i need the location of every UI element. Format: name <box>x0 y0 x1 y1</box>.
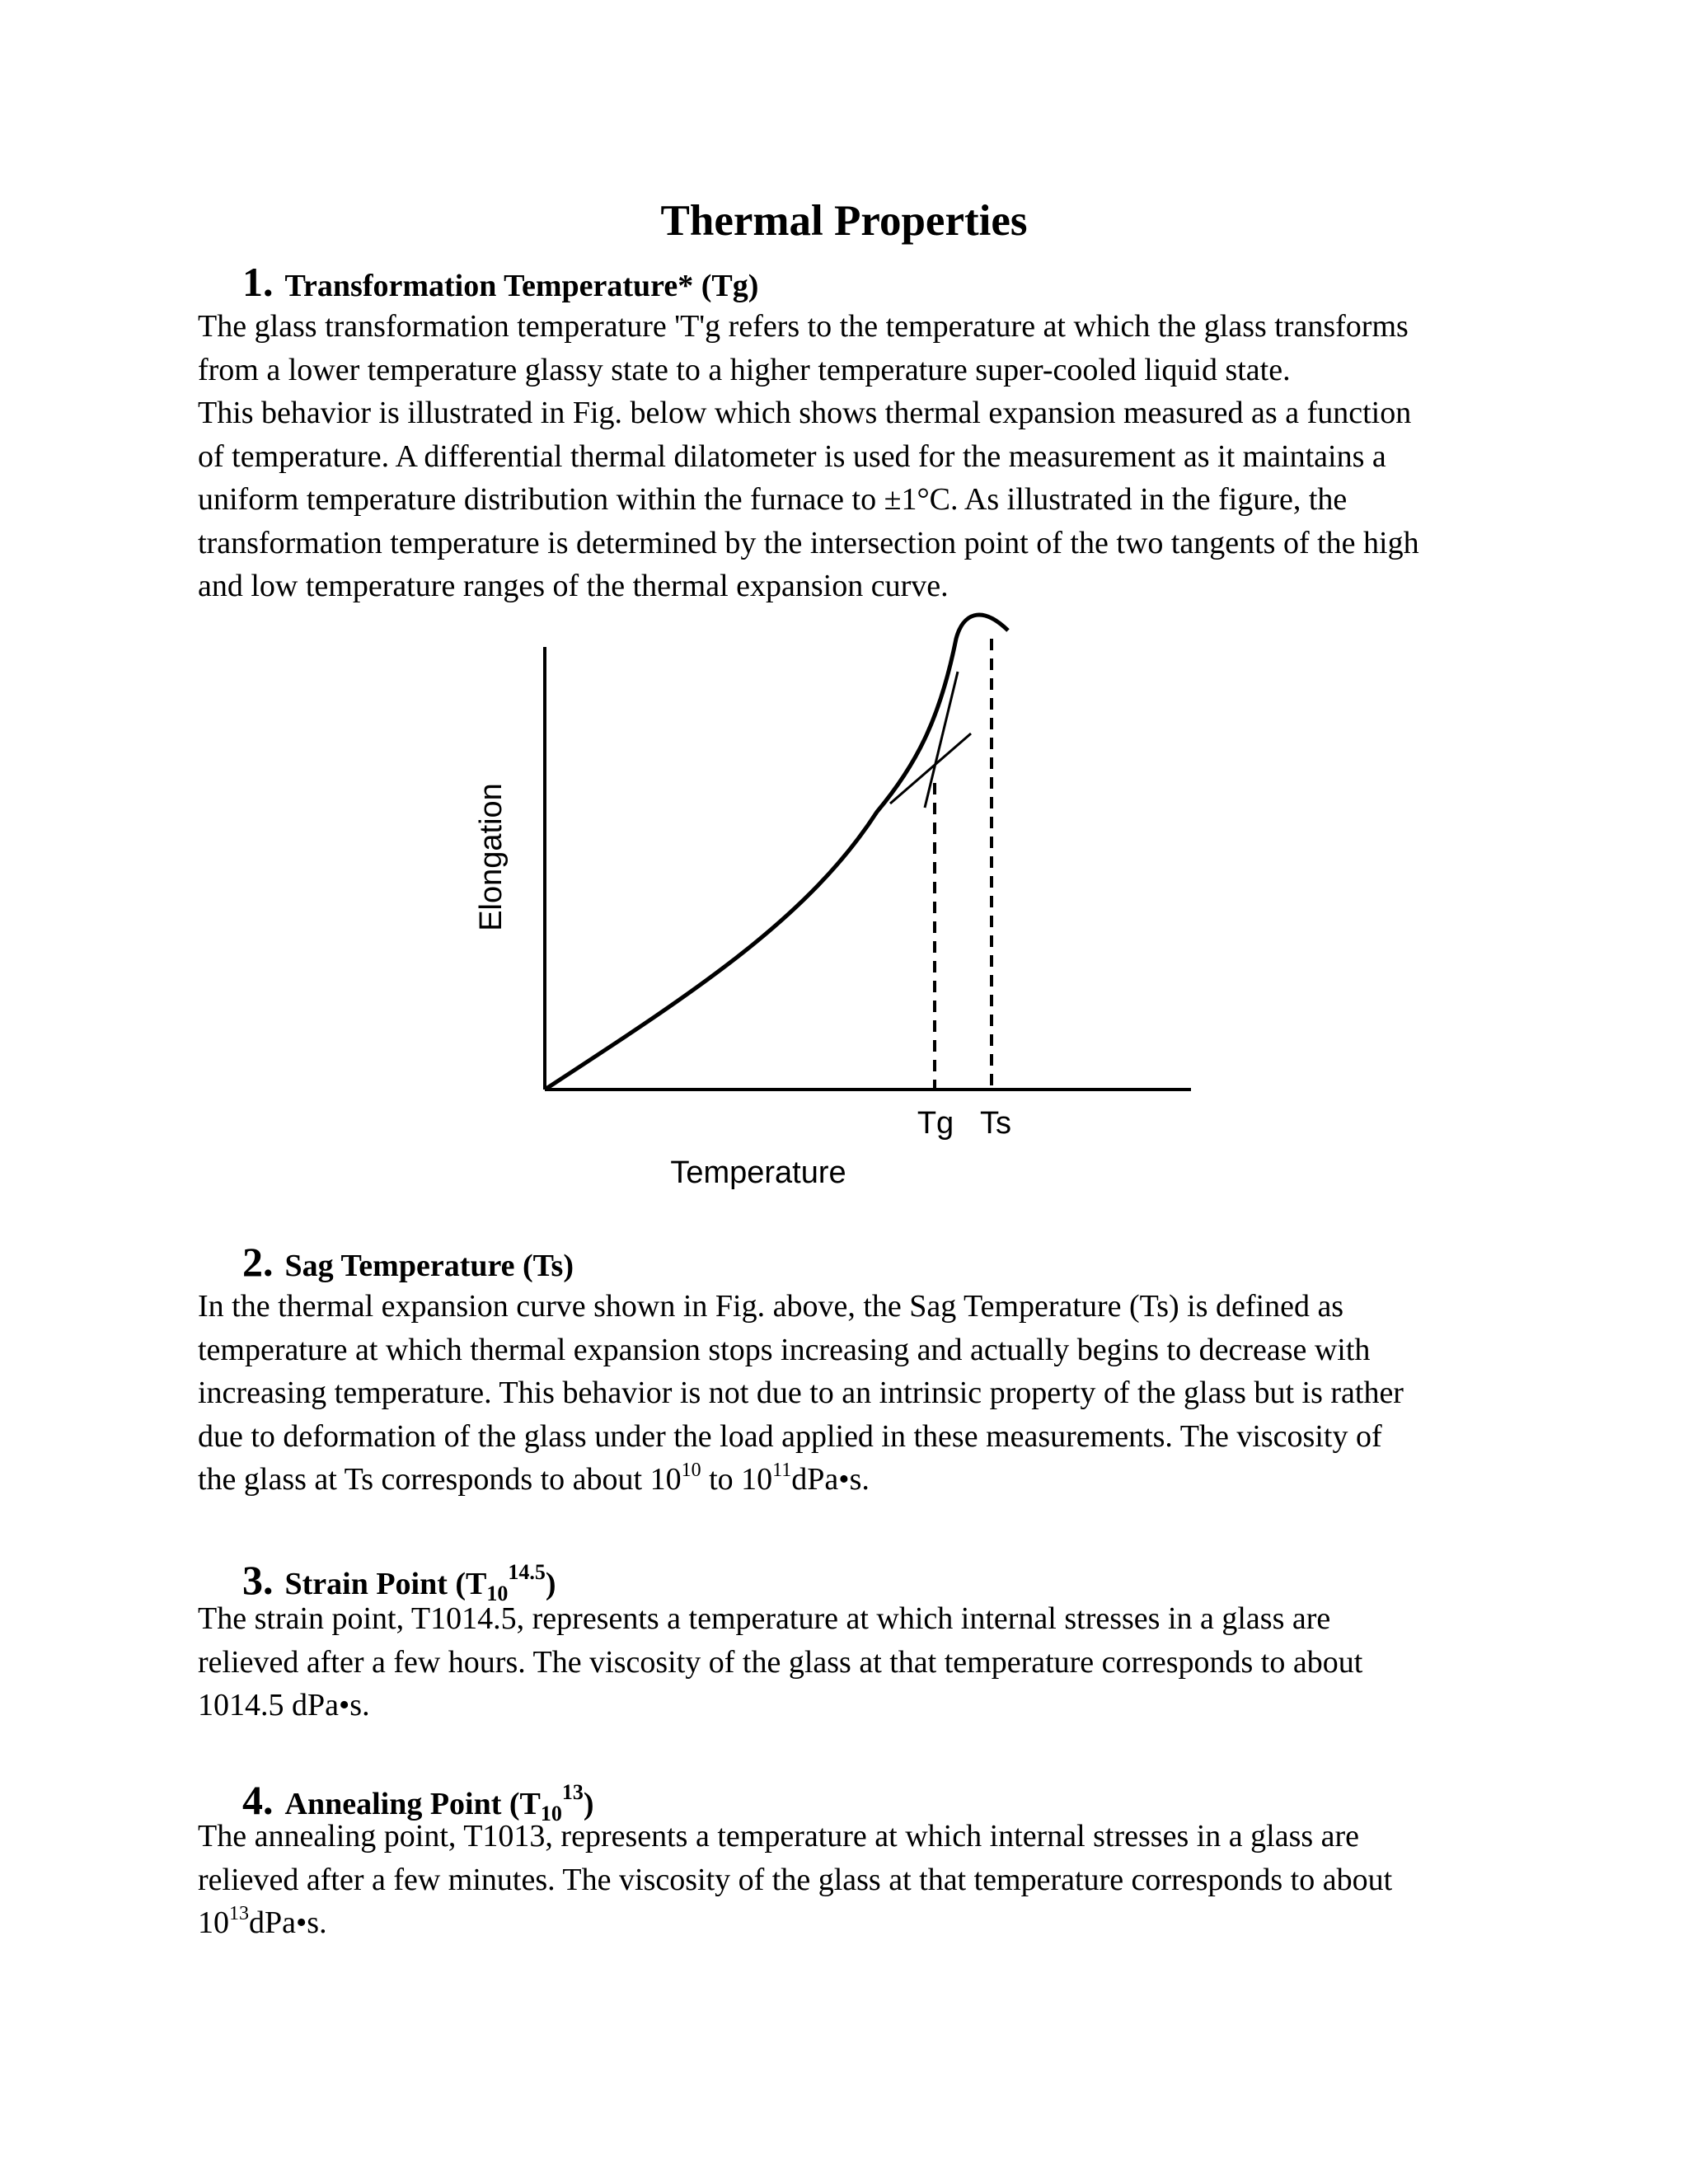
section-4-paragraph <box>198 1815 1533 1945</box>
paragraph-line <box>198 1901 1533 1945</box>
paragraph-line: increasing temperature. This behavior is not due to an intrinsic property of the glass but is rather <box>198 1376 1404 1410</box>
paragraph-line: and low temperature ranges of the thermal expansion curve. <box>198 569 949 603</box>
section-3-paragraph <box>198 1597 1533 1727</box>
expansion-curve <box>545 615 1008 1090</box>
paragraph-line: from a lower temperature glassy state to a higher temperature super-cooled liquid state. <box>198 352 1291 387</box>
section-1-paragraph <box>198 305 1533 608</box>
paragraph-line: 1014.5 dPa•s. <box>198 1688 370 1722</box>
section-1-heading-text: Transformation Temperature* (Tg) <box>284 269 759 303</box>
y-axis-label: Elongation <box>474 783 509 931</box>
paragraph-line: This behavior is illustrated in Fig. below which shows thermal expansion measured as a function <box>198 396 1412 430</box>
paragraph-line: The glass transformation temperature 'T'g refers to the temperature at which the glass transforms <box>198 309 1409 344</box>
superscript: 14.5 <box>508 1560 546 1584</box>
section-1-heading <box>242 261 758 307</box>
superscript: 11 <box>772 1460 792 1481</box>
section-4-heading-text: Annealing Point (T <box>284 1787 541 1821</box>
paragraph-line: relieved after a few hours. The viscosity of the glass at that temperature corresponds to about <box>198 1644 1363 1680</box>
section-2-heading-text: Sag Temperature (Ts) <box>284 1249 574 1283</box>
text-run: dPa•s. <box>249 1905 327 1940</box>
superscript: 13 <box>561 1780 584 1804</box>
ts-label: Ts <box>980 1106 1011 1141</box>
paragraph-line <box>198 1458 1533 1502</box>
text-run: to 10 <box>701 1462 773 1497</box>
superscript: 10 <box>681 1460 701 1481</box>
paragraph-line: of temperature. A differential thermal dilatometer is used for the measurement as it maintains a <box>198 438 1386 474</box>
paragraph-line: transformation temperature is determined by the intersection point of the two tangents of the high <box>198 525 1419 560</box>
x-axis-label: Temperature <box>670 1155 846 1190</box>
paragraph-line: temperature at which thermal expansion stops increasing and actually begins to decrease with <box>198 1332 1371 1367</box>
section-1-number: 1. <box>242 259 274 305</box>
text-run: the glass at Ts corresponds to about 10 <box>198 1462 682 1497</box>
section-2-heading <box>242 1241 574 1286</box>
text-run: dPa•s. <box>791 1462 870 1497</box>
section-3-heading-text: Strain Point (T <box>284 1567 487 1601</box>
text-run: ) <box>583 1787 594 1821</box>
tg-label: Tg <box>917 1106 954 1141</box>
superscript: 13 <box>229 1903 249 1924</box>
paragraph-line: The strain point, T1014.5, represents a temperature at which internal stresses in a glass are <box>198 1601 1331 1636</box>
thermal-expansion-figure <box>445 606 1220 1199</box>
paragraph-line: The annealing point, T1013, represents a temperature at which internal stresses in a glass are <box>198 1819 1360 1854</box>
section-3-number: 3. <box>242 1557 274 1603</box>
paragraph-line: uniform temperature distribution within the furnace to ±1°C. As illustrated in the figure, the <box>198 482 1348 517</box>
paragraph-line: due to deformation of the glass under the load applied in these measurements. The viscosity of <box>198 1418 1382 1454</box>
paragraph-line: In the thermal expansion curve shown in Fig. above, the Sag Temperature (Ts) is defined as <box>198 1289 1344 1324</box>
text-run: ) <box>545 1567 556 1601</box>
subscript: 10 <box>540 1802 562 1825</box>
page-title: Thermal Properties <box>660 197 1028 245</box>
section-2-paragraph <box>198 1285 1533 1502</box>
subscript: 10 <box>486 1582 509 1605</box>
text-run: 10 <box>198 1905 229 1940</box>
section-4-number: 4. <box>242 1777 274 1823</box>
section-2-number: 2. <box>242 1239 274 1285</box>
low-temp-tangent <box>890 733 971 804</box>
paragraph-line: relieved after a few minutes. The viscosity of the glass at that temperature corresponds to about <box>198 1862 1393 1897</box>
